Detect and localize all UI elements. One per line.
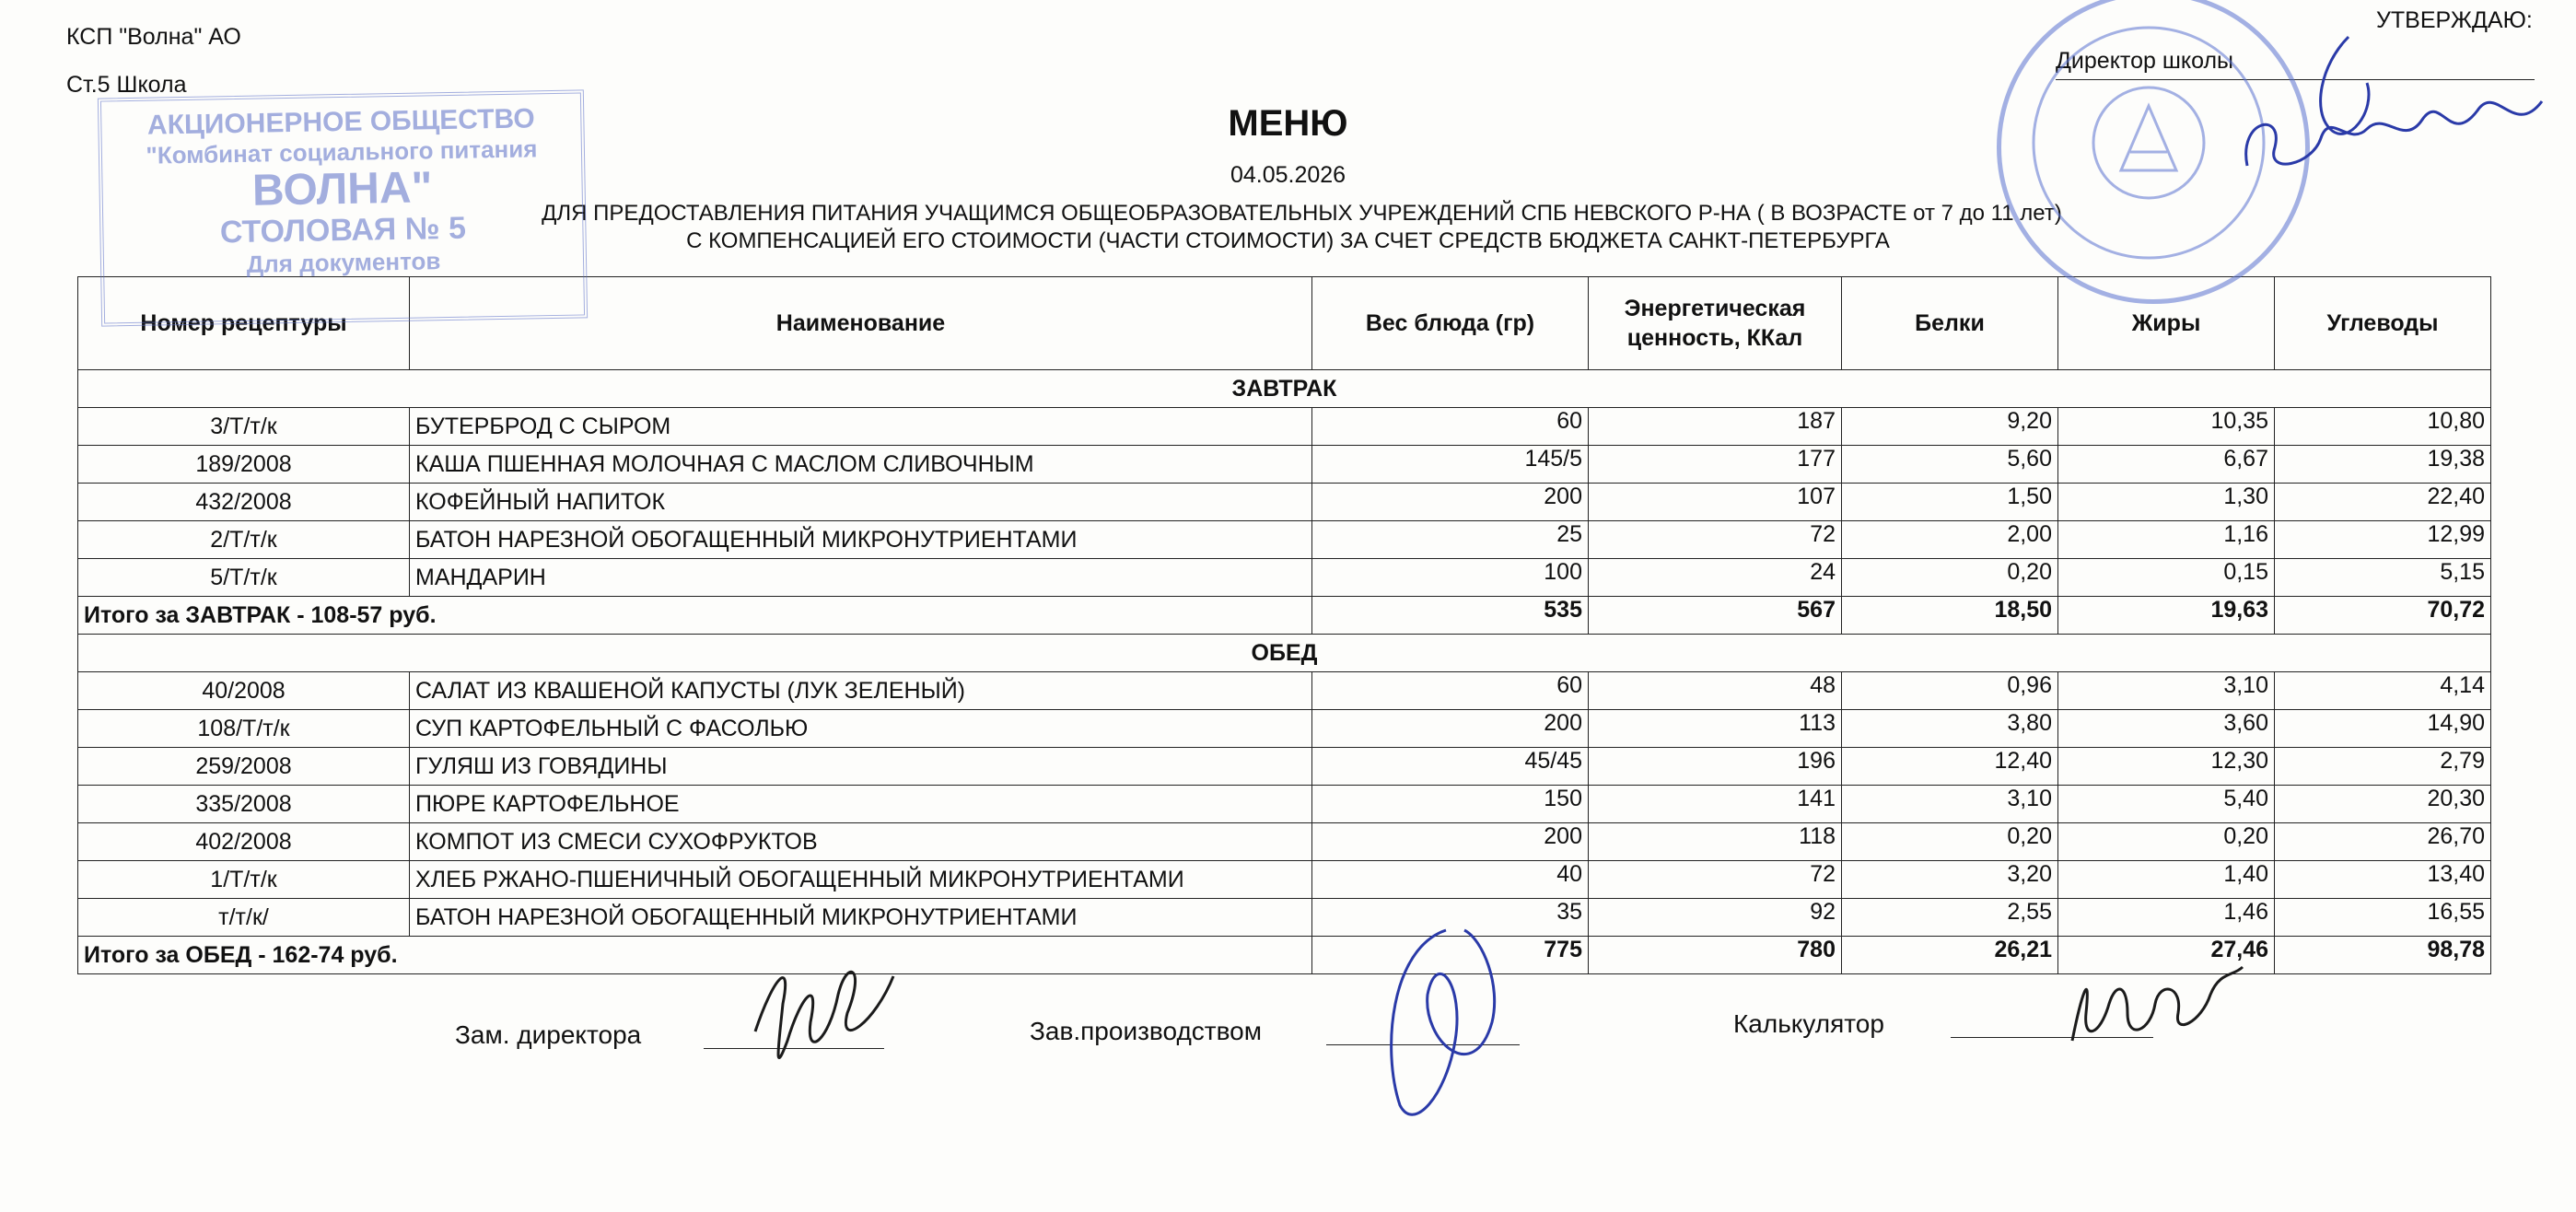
total-carbs: 98,78	[2275, 937, 2491, 974]
col-header-fat: Жиры	[2058, 277, 2275, 370]
stamp-line-4: СТОЛОВАЯ № 5	[219, 210, 467, 251]
cell-weight: 25	[1312, 521, 1589, 559]
cell-protein: 5,60	[1842, 446, 2058, 484]
cell-fat: 3,60	[2058, 710, 2275, 748]
cell-energy: 72	[1589, 521, 1842, 559]
deputy-director-label: Зам. директора	[455, 1020, 642, 1049]
cell-protein: 0,20	[1842, 823, 2058, 861]
production-head-label: Зав.производством	[1030, 1017, 1262, 1045]
cell-carbs: 2,79	[2275, 748, 2491, 786]
organization-stamp	[98, 89, 588, 326]
cell-energy: 92	[1589, 899, 1842, 937]
cell-name: ПЮРЕ КАРТОФЕЛЬНОЕ	[410, 786, 1312, 823]
total-label: Итого за ОБЕД - 162-74 руб.	[78, 937, 1312, 974]
cell-energy: 187	[1589, 408, 1842, 446]
cell-code: 402/2008	[78, 823, 410, 861]
cell-weight: 40	[1312, 861, 1589, 899]
approve-label: УТВЕРЖДАЮ:	[2376, 7, 2533, 33]
cell-code: 189/2008	[78, 446, 410, 484]
table-row	[78, 899, 2491, 937]
calculator-signature	[2063, 958, 2247, 1050]
cell-carbs: 5,15	[2275, 559, 2491, 597]
cell-name: ГУЛЯШ ИЗ ГОВЯДИНЫ	[410, 748, 1312, 786]
cell-weight: 150	[1312, 786, 1589, 823]
total-energy: 567	[1589, 597, 1842, 635]
cell-fat: 1,16	[2058, 521, 2275, 559]
total-energy: 780	[1589, 937, 1842, 974]
page-title: МЕНЮ	[1228, 103, 1348, 144]
section-title: ЗАВТРАК	[78, 370, 2491, 408]
total-row	[78, 597, 2491, 635]
cell-fat: 1,30	[2058, 484, 2275, 521]
stamp-line-5: Для документов	[246, 247, 441, 278]
cell-energy: 177	[1589, 446, 1842, 484]
cell-carbs: 20,30	[2275, 786, 2491, 823]
cell-code: 335/2008	[78, 786, 410, 823]
calculator-label: Калькулятор	[1733, 1009, 1884, 1038]
cell-weight: 60	[1312, 672, 1589, 710]
total-weight: 535	[1312, 597, 1589, 635]
total-weight: 775	[1312, 937, 1589, 974]
cell-fat: 10,35	[2058, 408, 2275, 446]
cell-carbs: 16,55	[2275, 899, 2491, 937]
cell-code: 1/Т/т/к	[78, 861, 410, 899]
cell-code: т/т/к/	[78, 899, 410, 937]
cell-protein: 12,40	[1842, 748, 2058, 786]
total-fat: 19,63	[2058, 597, 2275, 635]
cell-code: 259/2008	[78, 748, 410, 786]
cell-code: 5/Т/т/к	[78, 559, 410, 597]
total-label: Итого за ЗАВТРАК - 108-57 руб.	[78, 597, 1312, 635]
cell-carbs: 14,90	[2275, 710, 2491, 748]
table-row	[78, 446, 2491, 484]
cell-carbs: 22,40	[2275, 484, 2491, 521]
cell-name: САЛАТ ИЗ КВАШЕНОЙ КАПУСТЫ (ЛУК ЗЕЛЕНЫЙ)	[410, 672, 1312, 710]
cell-code: 2/Т/т/к	[78, 521, 410, 559]
cell-protein: 9,20	[1842, 408, 2058, 446]
cell-code: 40/2008	[78, 672, 410, 710]
section-row	[78, 635, 2491, 672]
cell-protein: 1,50	[1842, 484, 2058, 521]
table-row	[78, 861, 2491, 899]
table-row	[78, 823, 2491, 861]
cell-weight: 100	[1312, 559, 1589, 597]
cell-energy: 48	[1589, 672, 1842, 710]
cell-carbs: 12,99	[2275, 521, 2491, 559]
cell-energy: 72	[1589, 861, 1842, 899]
table-row	[78, 748, 2491, 786]
stamp-line-3: ВОЛНА"	[251, 163, 433, 216]
cell-protein: 3,20	[1842, 861, 2058, 899]
cell-code: 432/2008	[78, 484, 410, 521]
col-header-protein: Белки	[1842, 277, 2058, 370]
cell-name: БУТЕРБРОД С СЫРОМ	[410, 408, 1312, 446]
cell-weight: 60	[1312, 408, 1589, 446]
section-row	[78, 370, 2491, 408]
table-row	[78, 559, 2491, 597]
cell-energy: 24	[1589, 559, 1842, 597]
col-header-code: Номер рецептуры	[78, 277, 410, 370]
org-name: КСП "Волна" АО	[66, 24, 241, 50]
cell-carbs: 19,38	[2275, 446, 2491, 484]
cell-fat: 1,46	[2058, 899, 2275, 937]
cell-protein: 3,80	[1842, 710, 2058, 748]
subtitle-line-1: ДЛЯ ПРЕДОСТАВЛЕНИЯ ПИТАНИЯ УЧАЩИМСЯ ОБЩЕОБРАЗОВАТЕЛЬНЫХ УЧРЕЖДЕНИЙ СПБ НЕВСКОГО Р-НА ( В ВОЗРАСТЕ от 7 до 11 лет)	[542, 201, 2062, 226]
cell-weight: 35	[1312, 899, 1589, 937]
cell-code: 3/Т/т/к	[78, 408, 410, 446]
cell-carbs: 4,14	[2275, 672, 2491, 710]
cell-fat: 0,20	[2058, 823, 2275, 861]
cell-name: БАТОН НАРЕЗНОЙ ОБОГАЩЕННЫЙ МИКРОНУТРИЕНТАМИ	[410, 899, 1312, 937]
cell-protein: 3,10	[1842, 786, 2058, 823]
cell-energy: 107	[1589, 484, 1842, 521]
menu-table	[77, 276, 2491, 974]
director-signature	[2210, 28, 2560, 184]
section-title: ОБЕД	[78, 635, 2491, 672]
cell-carbs: 26,70	[2275, 823, 2491, 861]
cell-protein: 0,20	[1842, 559, 2058, 597]
col-header-energy: Энергетическая ценность, ККал	[1589, 277, 1842, 370]
stamp-line-2: "Комбинат социального питания	[146, 134, 538, 169]
cell-energy: 196	[1589, 748, 1842, 786]
cell-weight: 200	[1312, 823, 1589, 861]
cell-energy: 141	[1589, 786, 1842, 823]
menu-date: 04.05.2026	[1230, 162, 1346, 188]
cell-weight: 45/45	[1312, 748, 1589, 786]
cell-fat: 5,40	[2058, 786, 2275, 823]
cell-carbs: 13,40	[2275, 861, 2491, 899]
cell-energy: 118	[1589, 823, 1842, 861]
table-row	[78, 672, 2491, 710]
cell-name: МАНДАРИН	[410, 559, 1312, 597]
table-row	[78, 484, 2491, 521]
table-row	[78, 521, 2491, 559]
cell-name: ХЛЕБ РЖАНО-ПШЕНИЧНЫЙ ОБОГАЩЕННЫЙ МИКРОНУТРИЕНТАМИ	[410, 861, 1312, 899]
total-protein: 18,50	[1842, 597, 2058, 635]
cell-name: КОМПОТ ИЗ СМЕСИ СУХОФРУКТОВ	[410, 823, 1312, 861]
cell-fat: 6,67	[2058, 446, 2275, 484]
cell-protein: 2,00	[1842, 521, 2058, 559]
cell-fat: 12,30	[2058, 748, 2275, 786]
cell-name: КОФЕЙНЫЙ НАПИТОК	[410, 484, 1312, 521]
total-carbs: 70,72	[2275, 597, 2491, 635]
cell-fat: 3,10	[2058, 672, 2275, 710]
cell-protein: 0,96	[1842, 672, 2058, 710]
table-row	[78, 786, 2491, 823]
cell-weight: 200	[1312, 484, 1589, 521]
cell-energy: 113	[1589, 710, 1842, 748]
cell-weight: 200	[1312, 710, 1589, 748]
cell-fat: 0,15	[2058, 559, 2275, 597]
cell-fat: 1,40	[2058, 861, 2275, 899]
col-header-weight: Вес блюда (гр)	[1312, 277, 1589, 370]
cell-name: КАША ПШЕННАЯ МОЛОЧНАЯ С МАСЛОМ СЛИВОЧНЫМ	[410, 446, 1312, 484]
col-header-name: Наименование	[410, 277, 1312, 370]
table-row	[78, 408, 2491, 446]
cell-protein: 2,55	[1842, 899, 2058, 937]
cell-weight: 145/5	[1312, 446, 1589, 484]
cell-name: СУП КАРТОФЕЛЬНЫЙ С ФАСОЛЬЮ	[410, 710, 1312, 748]
deputy-signature	[737, 939, 903, 1096]
director-label: Директор школы	[2056, 48, 2234, 74]
cell-carbs: 10,80	[2275, 408, 2491, 446]
cell-name: БАТОН НАРЕЗНОЙ ОБОГАЩЕННЫЙ МИКРОНУТРИЕНТАМИ	[410, 521, 1312, 559]
school-name: Ст.5 Школа	[66, 72, 187, 98]
production-signature	[1372, 912, 1520, 1133]
subtitle-line-2: С КОМПЕНСАЦИЕЙ ЕГО СТОИМОСТИ (ЧАСТИ СТОИМОСТИ) ЗА СЧЕТ СРЕДСТВ БЮДЖЕТА САНКТ-ПЕТЕРБУРГА	[686, 228, 1890, 253]
menu-table-body	[78, 370, 2491, 974]
total-protein: 26,21	[1842, 937, 2058, 974]
table-row	[78, 710, 2491, 748]
stamp-line-1: АКЦИОНЕРНОЕ ОБЩЕСТВО	[146, 103, 536, 141]
cell-code: 108/Т/т/к	[78, 710, 410, 748]
total-fat: 27,46	[2058, 937, 2275, 974]
col-header-carbs: Углеводы	[2275, 277, 2491, 370]
